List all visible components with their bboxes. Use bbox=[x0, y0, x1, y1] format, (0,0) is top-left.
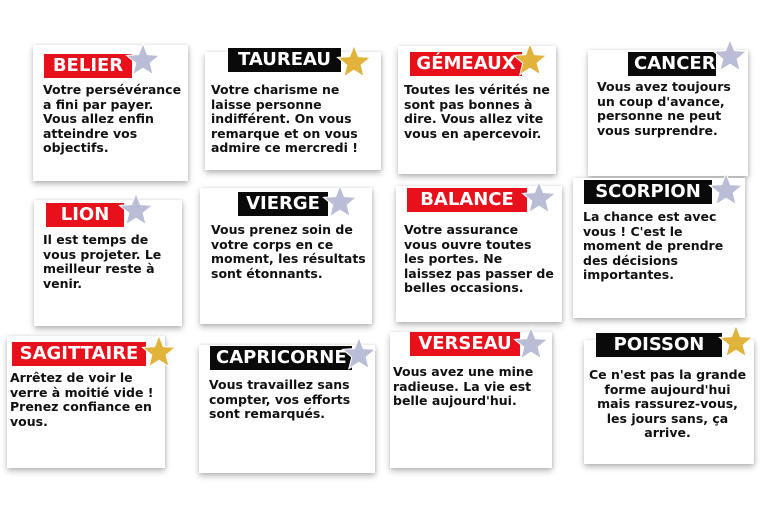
sign-name-scorpion: SCORPION bbox=[584, 180, 712, 204]
horoscope-text-poisson: Ce n'est pas la grande forme aujourd'hui mais rassurez-vous, les jours sans, ça arrive. bbox=[588, 367, 747, 440]
horoscope-text-verseau: Vous avez une mine radieuse. La vie est belle aujourd'hui. bbox=[393, 364, 534, 408]
sign-name-belier: BELIER bbox=[44, 54, 132, 78]
horoscope-text-vierge: Vous prenez soin de votre corps en ce moment, les résultats sont étonnants. bbox=[211, 222, 366, 281]
sign-name-capricorne: CAPRICORNE bbox=[210, 346, 352, 370]
star-icon bbox=[521, 180, 557, 216]
star-icon bbox=[118, 192, 154, 228]
sign-name-verseau: VERSEAU bbox=[410, 332, 520, 356]
horoscope-text-balance: Votre assurance vous ouvre toutes les portes. Ne laissez pas passer de belles occasions. bbox=[404, 222, 554, 295]
horoscope-text-gemeaux: Toutes les vérités ne sont pas bonnes à dire. Vous allez vite vous en apercevoir. bbox=[404, 82, 550, 141]
sign-name-lion: LION bbox=[46, 203, 124, 227]
horoscope-text-lion: Il est temps de vous projeter. Le meilleur reste à venir. bbox=[43, 232, 162, 291]
star-icon bbox=[322, 184, 358, 220]
star-icon bbox=[336, 44, 372, 80]
horoscope-text-belier: Votre persévérance a fini par payer. Vous allez enfin atteindre vos objectifs. bbox=[43, 82, 182, 155]
horoscope-text-taureau: Votre charisme ne laisse personne indifférent. On vous remarque et on vous admire ce mercredi ! bbox=[211, 82, 358, 155]
horoscope-text-cancer: Vous avez toujours un coup d'avance, personne ne peut vous surprendre. bbox=[597, 79, 731, 138]
star-icon bbox=[513, 326, 549, 362]
horoscope-text-capricorne: Vous travaillez sans compter, vos efforts sont remarqués. bbox=[209, 377, 351, 421]
star-icon bbox=[125, 42, 161, 78]
sign-name-poisson: POISSON bbox=[596, 333, 722, 357]
horoscope-text-sagittaire: Arrêtez de voir le verre à moitié vide ! Prenez confiance en vous. bbox=[10, 370, 154, 429]
sign-name-taureau: TAUREAU bbox=[228, 48, 341, 72]
star-icon bbox=[708, 172, 744, 208]
horoscope-text-scorpion: La chance est avec vous ! C'est le moment de prendre des décisions importantes. bbox=[583, 209, 724, 282]
star-icon bbox=[341, 336, 377, 372]
star-icon bbox=[718, 324, 754, 360]
star-icon bbox=[141, 334, 177, 370]
sign-name-balance: BALANCE bbox=[407, 188, 527, 212]
sign-name-sagittaire: SAGITTAIRE bbox=[12, 342, 146, 366]
sign-name-gemeaux: GÉMEAUX bbox=[410, 52, 522, 76]
sign-name-cancer: CANCER bbox=[628, 52, 716, 76]
star-icon bbox=[512, 42, 548, 78]
star-icon bbox=[712, 38, 748, 74]
sign-name-vierge: VIERGE bbox=[238, 192, 328, 216]
